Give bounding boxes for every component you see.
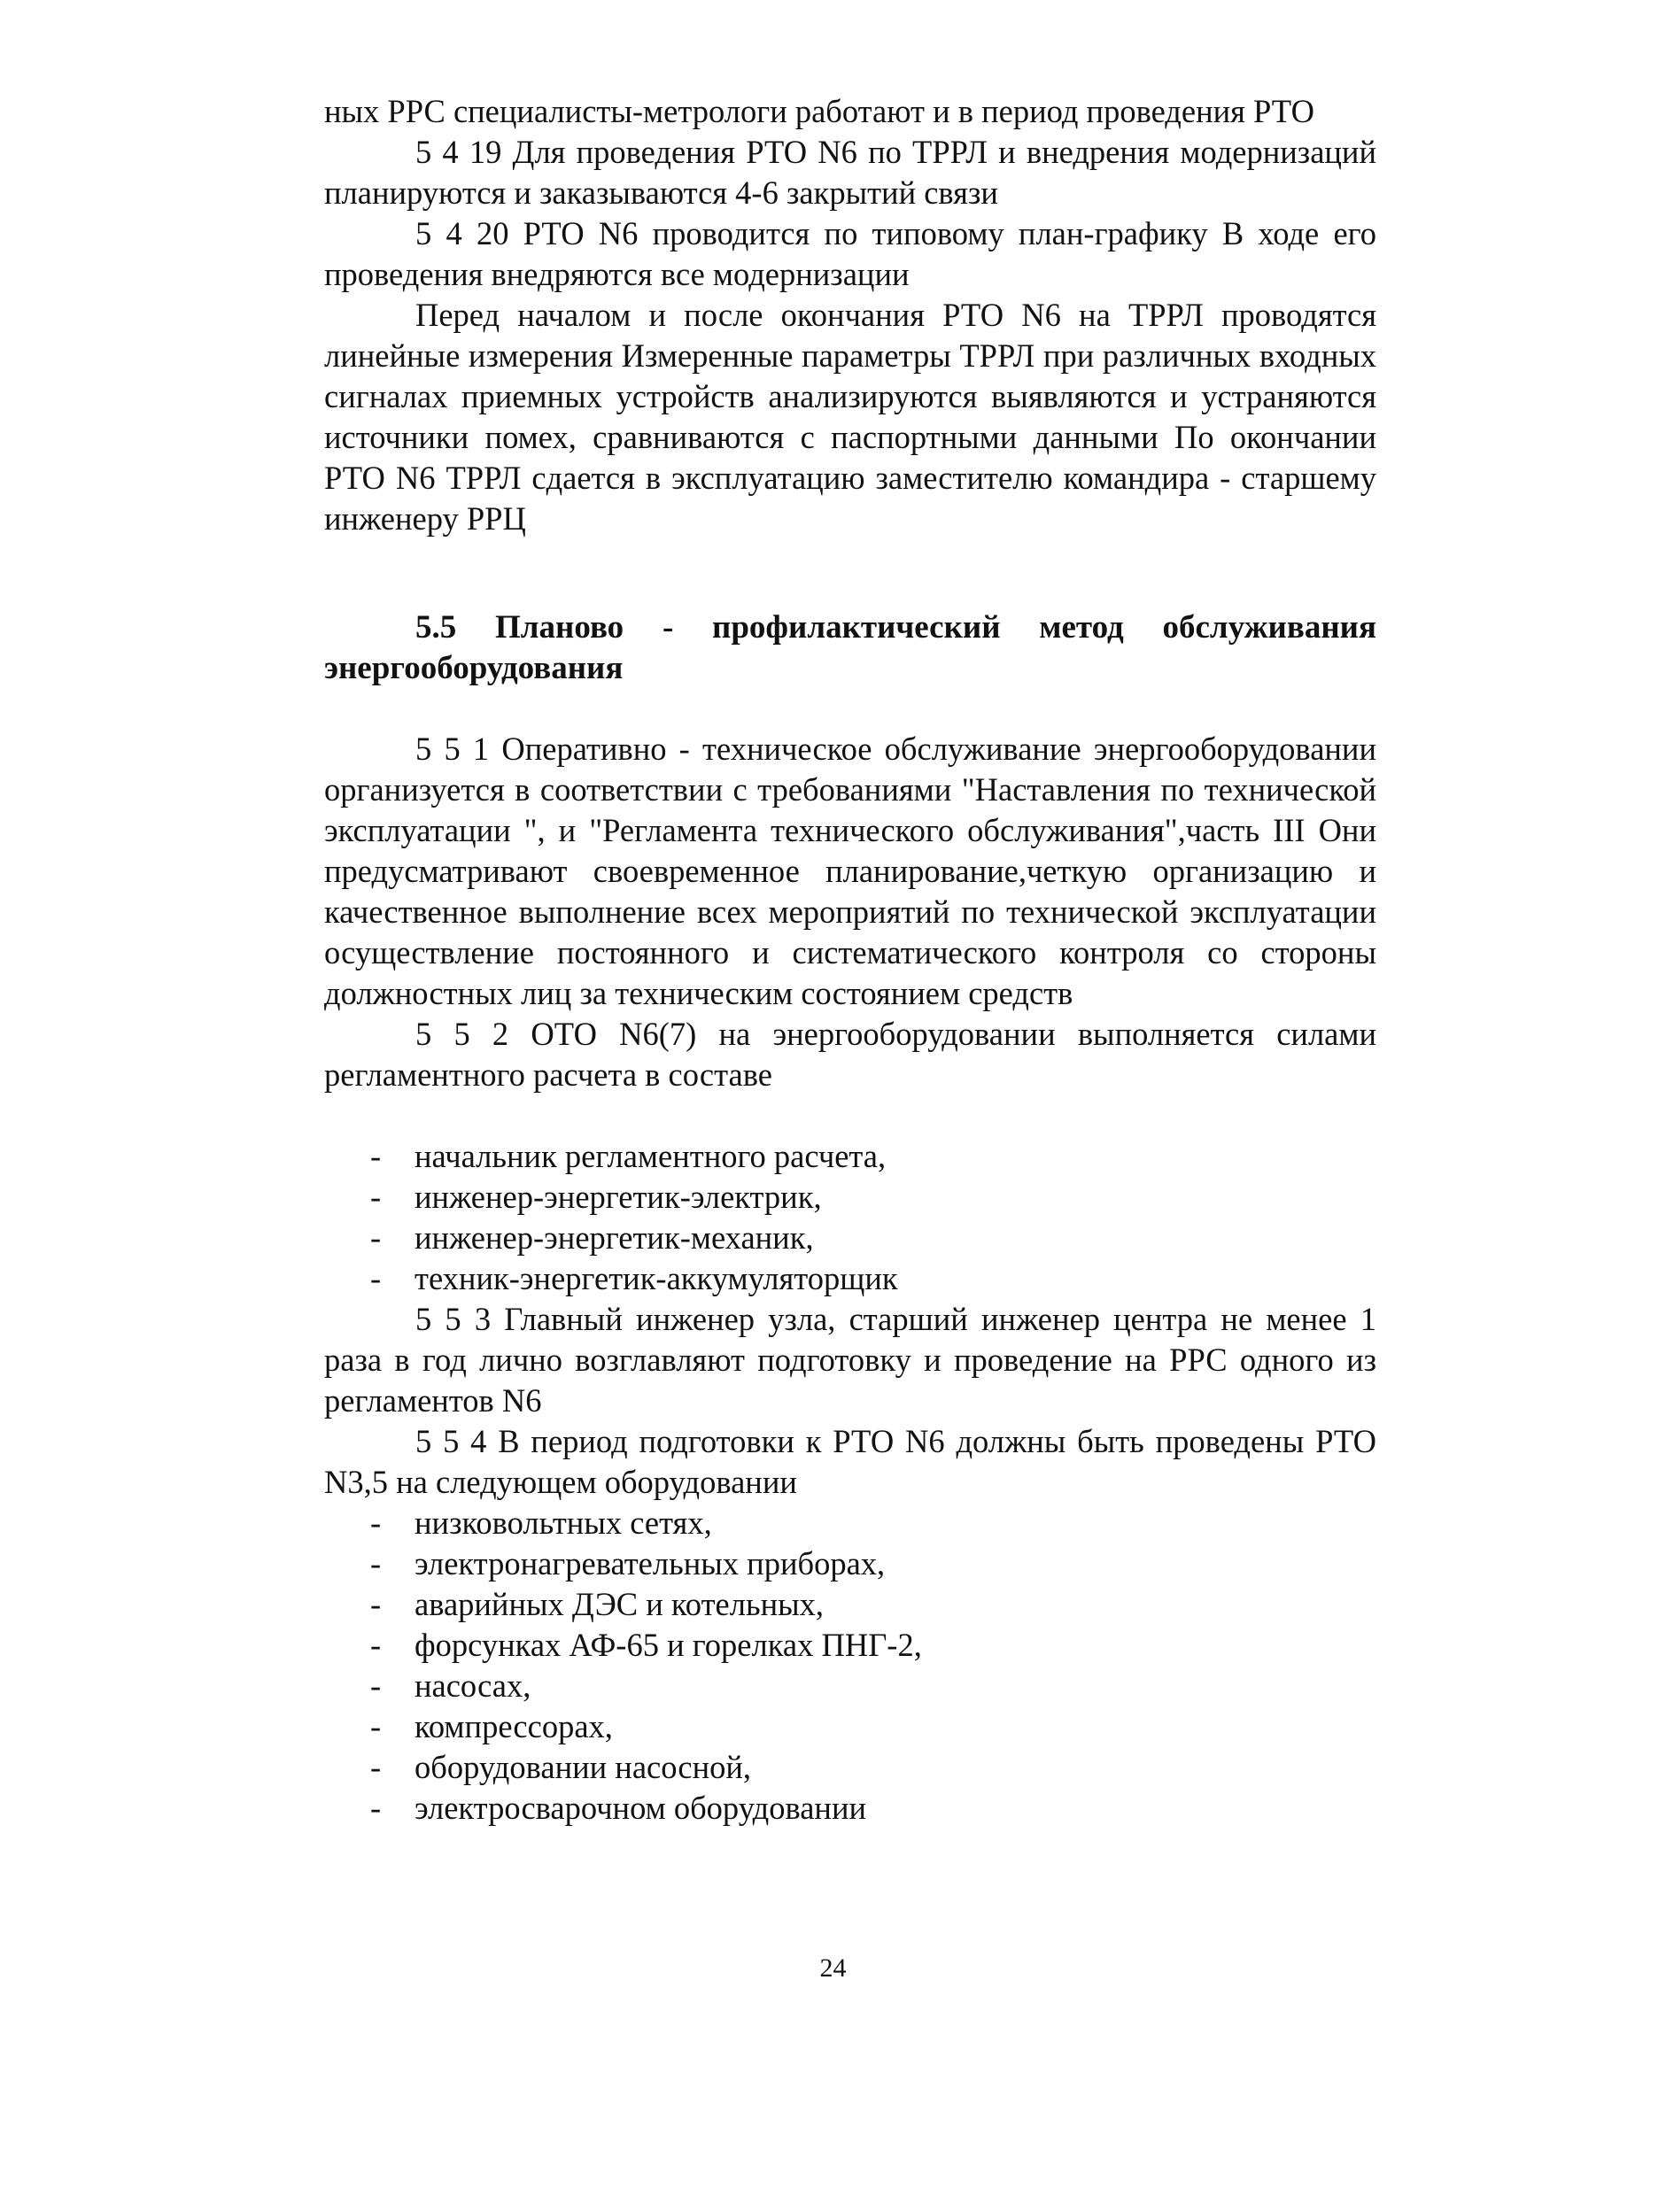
paragraph-5-5-3: 5 5 3 Главный инженер узла, старший инженер центра не менее 1 раза в год лично возглавляют подготовку и проведение на РРС одного из регламентов N6	[324, 1301, 1376, 1419]
list-bullet: -	[370, 1138, 382, 1174]
paragraph-continuation: ных РРС специалисты-метрологи работают и в период проведения РТО	[324, 93, 1314, 129]
equipment-list	[324, 1503, 1376, 1829]
list-item-text: электросварочном оборудовании	[415, 1790, 867, 1826]
list-item	[324, 1706, 1376, 1747]
list-bullet: -	[370, 1545, 382, 1582]
list-bullet: -	[370, 1504, 382, 1541]
list-item	[324, 1258, 1376, 1299]
text-block-after-staff	[324, 1299, 1376, 1503]
paragraph-5-5-4: 5 5 4 В период подготовки к РТО N6 должны быть проведены РТО N3,5 на следующем оборудовании	[324, 1423, 1376, 1500]
list-item	[324, 1503, 1376, 1543]
list-item	[324, 1666, 1376, 1706]
list-bullet: -	[370, 1749, 382, 1785]
list-bullet: -	[370, 1667, 382, 1704]
list-item	[324, 1747, 1376, 1788]
paragraph-5-5-1: 5 5 1 Оперативно - техническое обслуживание энергооборудовании организуется в соответствии с требованиями "Наставления по технической эксплуатации ", и "Регламента технического обслуживания",часть III Они предусматривают своевременное планирование,четкую организацию и качественное выполнение всех мероприятий по технической эксплуатации осуществление постоянного и систематического контроля со стороны должностных лиц за техническим состоянием средств	[324, 731, 1376, 1011]
list-bullet: -	[370, 1219, 382, 1256]
list-item-text: компрессорах,	[415, 1708, 613, 1744]
paragraph-5-5-2: 5 5 2 ОТО N6(7) на энергооборудовании выполняется силами регламентного расчета в составе	[324, 1016, 1376, 1093]
list-item-text: инженер-энергетик-электрик,	[415, 1179, 822, 1215]
list-item-text: техник-энергетик-аккумуляторщик	[415, 1260, 898, 1296]
list-item-text: инженер-энергетик-механик,	[415, 1219, 814, 1256]
list-item	[324, 1788, 1376, 1829]
list-item	[324, 1218, 1376, 1258]
paragraph-5-4-19: 5 4 19 Для проведения РТО N6 по ТРРЛ и внедрения модернизаций планируются и заказываются 4-6 закрытий связи	[324, 134, 1376, 211]
list-bullet: -	[370, 1790, 382, 1826]
staff-list	[324, 1136, 1376, 1299]
list-item-text: форсунках АФ-65 и горелках ПНГ-2,	[415, 1627, 922, 1663]
paragraph-5-4-20: 5 4 20 РТО N6 проводится по типовому план-графику В ходе его проведения внедряются все модернизации	[324, 215, 1376, 292]
list-bullet: -	[370, 1708, 382, 1744]
list-item-text: оборудовании насосной,	[415, 1749, 752, 1785]
list-item-text: насосах,	[415, 1667, 531, 1704]
list-item-text: аварийных ДЭС и котельных,	[415, 1586, 825, 1622]
list-item	[324, 1177, 1376, 1218]
list-bullet: -	[370, 1586, 382, 1622]
list-item-text: низковольтных сетях,	[415, 1504, 712, 1541]
list-bullet: -	[370, 1179, 382, 1215]
text-block-top	[324, 91, 1376, 539]
list-item-text: начальник регламентного расчета,	[415, 1138, 887, 1174]
paragraph-measurements: Перед началом и после окончания РТО N6 на ТРРЛ проводятся линейные измерения Измеренные параметры ТРРЛ при различных входных сигналах приемных устройств анализируются выявляются и устраняются источники помех, сравниваются с паспортными данными По окончании РТО N6 ТРРЛ сдается в эксплуатацию заместителю командира - старшему инженеру РРЦ	[324, 297, 1376, 537]
list-bullet: -	[370, 1260, 382, 1296]
list-item-text: электронагревательных приборах,	[415, 1545, 886, 1582]
list-item	[324, 1136, 1376, 1177]
section-heading: 5.5 Планово - профилактический метод обслуживания энергооборудования	[324, 609, 1376, 686]
page-number: 24	[819, 1953, 847, 1983]
list-item	[324, 1543, 1376, 1584]
list-item	[324, 1625, 1376, 1666]
list-item	[324, 1584, 1376, 1625]
text-block-mid	[324, 729, 1376, 1095]
list-bullet: -	[370, 1627, 382, 1663]
